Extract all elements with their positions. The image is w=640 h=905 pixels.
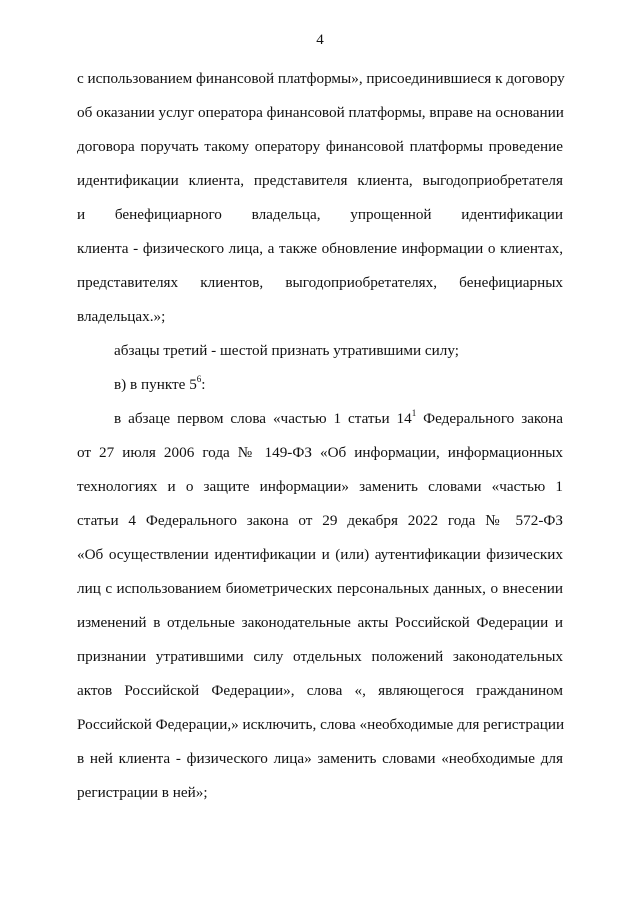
page-number: 4: [316, 32, 324, 48]
superscript: 6: [196, 374, 202, 384]
text-line: изменений в отдельные законодательные акты Российской Федерации и: [77, 614, 563, 631]
text-line: об оказании услуг оператора финансовой платформы, вправе на основании: [77, 104, 564, 121]
text-line: договора поручать такому оператору финансовой платформы проведение: [77, 138, 563, 155]
text-line: признании утратившими силу отдельных положений законодательных: [77, 648, 563, 665]
text-line: владельцах.»;: [77, 308, 166, 325]
text-line: технологиях и о защите информации» заменить словами «частью 1: [77, 478, 563, 495]
text-line: в ней клиента - физического лица» заменить словами «необходимые для: [77, 750, 563, 767]
text-line: статьи 4 Федерального закона от 29 декабря 2022 года № 572-ФЗ: [77, 512, 563, 529]
text-line: идентификации клиента, представителя клиента, выгодоприобретателя: [77, 172, 563, 189]
text-fragment: :: [201, 376, 206, 393]
text-line: с использованием финансовой платформы», присоединившиеся к договору: [77, 70, 565, 87]
text-line: «Об осуществлении идентификации и (или) аутентификации физических: [77, 546, 563, 563]
text-line: абзацы третий - шестой признать утратившими силу;: [114, 342, 459, 359]
text-line: [77, 368, 563, 402]
text-line: клиента - физического лица, а также обновление информации о клиентах,: [77, 240, 563, 257]
text-line: лиц с использованием биометрических персональных данных, о внесении: [77, 580, 563, 597]
text-line: регистрации в ней»;: [77, 784, 208, 801]
document-body: [77, 62, 563, 810]
text-fragment: в абзаце первом слова «частью 1 статьи 14: [114, 410, 412, 427]
text-line: актов Российской Федерации», слова «, являющегося гражданином: [77, 682, 563, 699]
superscript: 1: [411, 408, 417, 418]
text-fragment: Федерального закона: [416, 410, 563, 427]
text-line: [77, 402, 563, 436]
text-line: представителях клиентов, выгодоприобретателях, бенефициарных: [77, 274, 563, 291]
text-line: Российской Федерации,» исключить, слова «необходимые для регистрации: [77, 716, 565, 733]
text-line: и бенефициарного владельца, упрощенной идентификации: [77, 206, 563, 223]
text-line: от 27 июля 2006 года № 149-ФЗ «Об информации, информационных: [77, 444, 563, 461]
text-fragment: в) в пункте 5: [114, 376, 197, 393]
